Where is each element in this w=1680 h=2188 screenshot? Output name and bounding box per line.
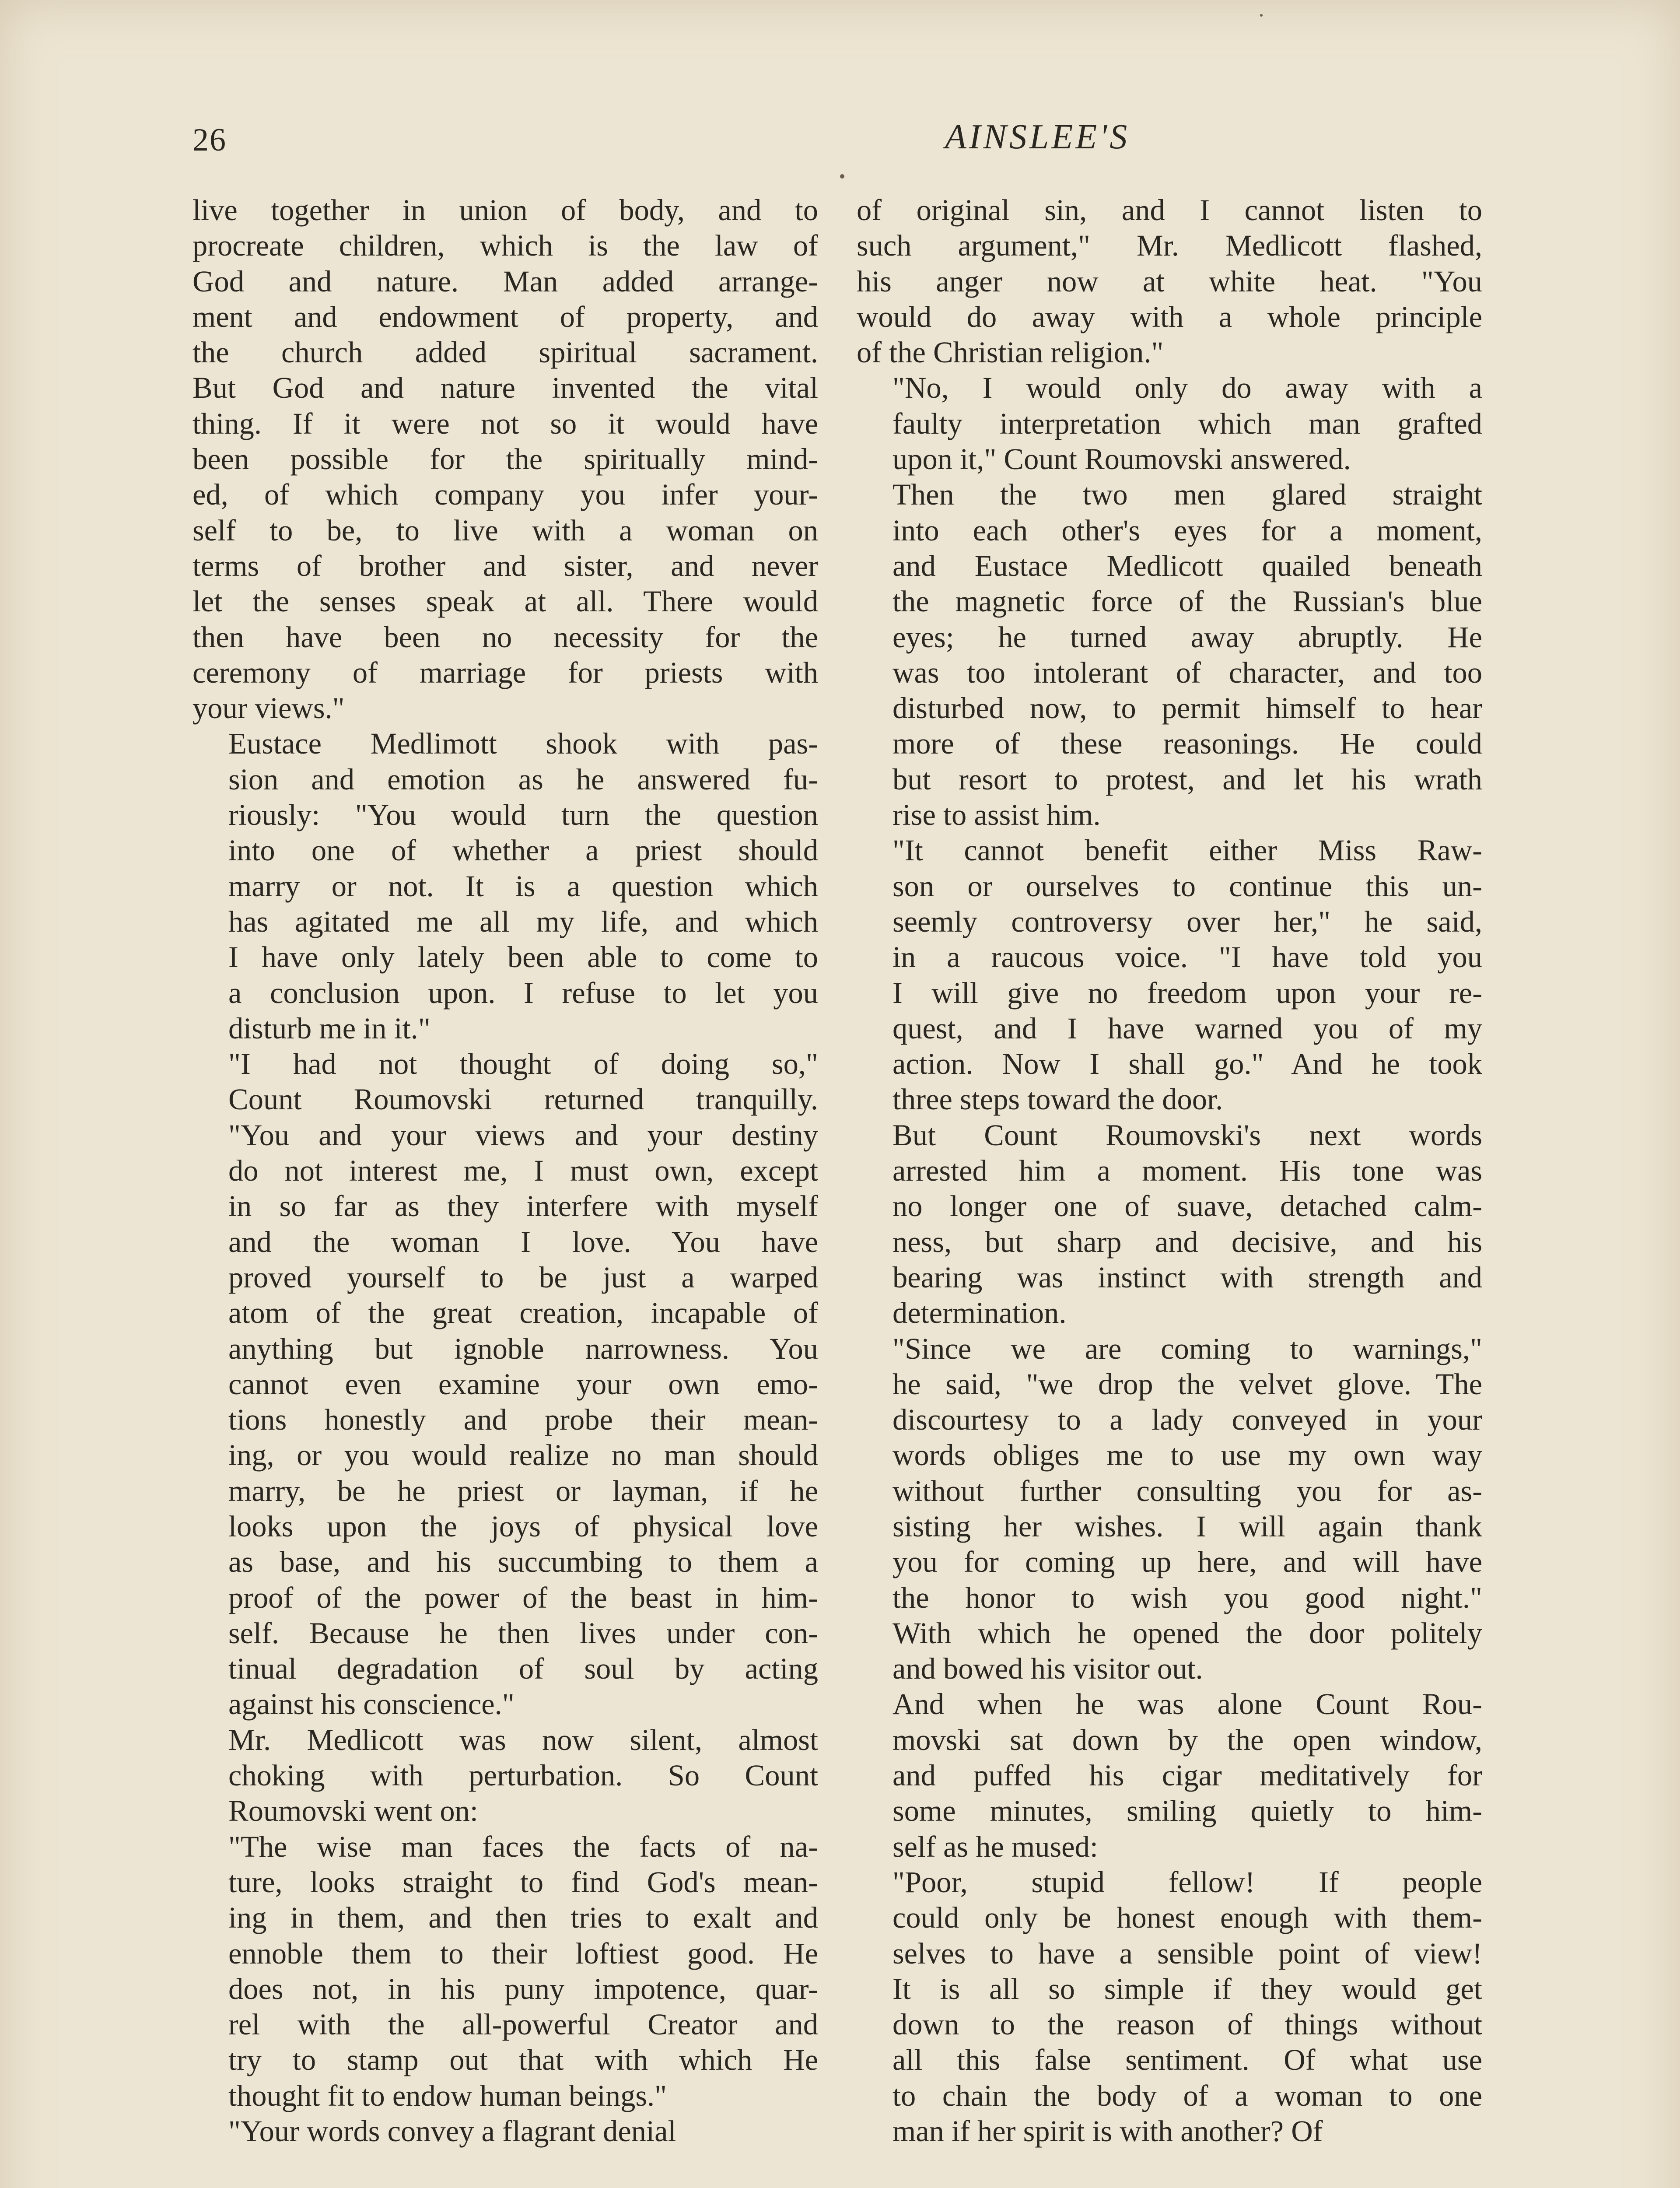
text-line: do not interest me, I must own, except: [228, 1154, 818, 1188]
text-line: ennoble them to their loftiest good. He: [228, 1936, 818, 1970]
text-line: all this false sentiment. Of what use: [892, 2043, 1482, 2077]
text-line: I have only lately been able to come to: [228, 940, 818, 974]
text-line: down to the reason of things without: [892, 2008, 1482, 2041]
text-line: discourtesy to a lady conveyed in your: [892, 1403, 1482, 1437]
paragraph: [192, 1722, 818, 1829]
text-line: some minutes, smiling quietly to him-: [892, 1794, 1482, 1828]
text-line: of the Christian religion.": [857, 336, 1164, 369]
text-line: choking with perturbation. So Count: [228, 1759, 818, 1792]
text-line: Count Roumovski returned tranquilly.: [228, 1083, 818, 1116]
text-line: "No, I would only do away with a: [892, 371, 1482, 405]
text-line: in a raucous voice. "I have told you: [892, 940, 1482, 974]
text-line: live together in union of body, and to: [192, 193, 818, 227]
text-line: But Count Roumovski's next words: [892, 1118, 1482, 1152]
text-line: without further consulting you for as-: [892, 1474, 1482, 1508]
text-line: you for coming up here, and will have: [892, 1545, 1482, 1579]
text-line: disturb me in it.": [228, 1011, 430, 1045]
text-line: "You and your views and your destiny: [228, 1118, 818, 1152]
text-line: "Since we are coming to warnings,": [892, 1332, 1482, 1365]
text-line: "The wise man faces the facts of na-: [228, 1830, 818, 1863]
text-line: rel with the all-powerful Creator and: [228, 2008, 818, 2041]
paragraph: [192, 1046, 818, 1722]
text-line: atom of the great creation, incapable of: [228, 1296, 818, 1330]
text-line: action. Now I shall go." And he took: [892, 1047, 1482, 1081]
text-line: then have been no necessity for the: [192, 620, 818, 654]
text-line: of original sin, and I cannot listen to: [857, 193, 1482, 227]
print-speck: [1260, 14, 1263, 17]
text-line: ing in them, and then tries to exalt and: [228, 1901, 818, 1935]
text-line: and Eustace Medlicott quailed beneath: [892, 549, 1482, 582]
text-line: "I had not thought of doing so,": [228, 1047, 818, 1081]
paragraph: [857, 833, 1482, 1117]
text-line: been possible for the spiritually mind-: [192, 442, 818, 476]
right-column: [857, 193, 1482, 2162]
text-line: try to stamp out that with which He: [228, 2043, 818, 2077]
text-line: words obliges me to use my own way: [892, 1438, 1482, 1472]
text-line: into one of whether a priest should: [228, 834, 818, 867]
paragraph: [192, 726, 818, 1046]
text-line: rise to assist him.: [892, 798, 1101, 832]
text-line: Eustace Medlimott shook with pas-: [228, 727, 818, 761]
text-line: ture, looks straight to find God's mean-: [228, 1865, 818, 1899]
text-line: was too intolerant of character, and too: [892, 656, 1482, 689]
text-line: disturbed now, to permit himself to hear: [892, 691, 1482, 725]
text-line: in so far as they interfere with myself: [228, 1189, 818, 1223]
text-line: son or ourselves to continue this un-: [892, 869, 1482, 903]
running-head: AINSLEE'S: [945, 118, 1130, 156]
text-line: It is all so simple if they would get: [892, 1972, 1482, 2006]
text-line: I will give no freedom upon your re-: [892, 976, 1482, 1010]
text-line: a conclusion upon. I refuse to let you: [228, 976, 818, 1010]
paragraph: [857, 1865, 1482, 2149]
text-line: procreate children, which is the law of: [192, 229, 818, 263]
text-line: proved yourself to be just a warped: [228, 1260, 818, 1294]
text-line: and puffed his cigar meditatively for: [892, 1759, 1482, 1792]
paragraph: [857, 1331, 1482, 1687]
text-line: movski sat down by the open window,: [892, 1723, 1482, 1757]
text-line: your views.": [192, 691, 345, 725]
text-line: "Your words convey a flagrant denial: [228, 2114, 676, 2148]
text-line: self to be, to live with a woman on: [192, 513, 818, 547]
text-line: does not, in his puny impotence, quar-: [228, 1972, 818, 2006]
text-line: thing. If it were not so it would have: [192, 407, 818, 440]
text-line: "Poor, stupid fellow! If people: [892, 1865, 1482, 1899]
paragraph: [192, 1829, 818, 2114]
text-line: ceremony of marriage for priests with: [192, 656, 818, 689]
text-line: but resort to protest, and let his wrath: [892, 762, 1482, 796]
text-line: Then the two men glared straight: [892, 478, 1482, 512]
text-line: self. Because he then lives under con-: [228, 1616, 818, 1650]
text-line: cannot even examine your own emo-: [228, 1367, 818, 1401]
text-line: and the woman I love. You have: [228, 1225, 818, 1259]
text-line: proof of the power of the beast in him-: [228, 1581, 818, 1614]
text-line: three steps toward the door.: [892, 1083, 1223, 1116]
text-line: selves to have a sensible point of view!: [892, 1936, 1482, 1970]
text-line: God and nature. Man added arrange-: [192, 264, 818, 298]
text-line: the honor to wish you good night.": [892, 1581, 1482, 1614]
text-line: But God and nature invented the vital: [192, 371, 818, 405]
text-line: marry or not. It is a question which: [228, 869, 818, 903]
text-line: riously: "You would turn the question: [228, 798, 818, 832]
text-line: tions honestly and probe their mean-: [228, 1403, 818, 1437]
text-line: terms of brother and sister, and never: [192, 549, 818, 582]
paragraph: [192, 193, 818, 726]
print-speck: [840, 174, 844, 179]
text-line: his anger now at white heat. "You: [857, 264, 1482, 298]
text-line: he said, "we drop the velvet glove. The: [892, 1367, 1482, 1401]
text-line: anything but ignoble narrowness. You: [228, 1332, 818, 1365]
text-line: against his conscience.": [228, 1687, 514, 1721]
text-line: could only be honest enough with them-: [892, 1901, 1482, 1935]
text-line: With which he opened the door politely: [892, 1616, 1482, 1650]
text-line: eyes; he turned away abruptly. He: [892, 620, 1482, 654]
paragraph: [857, 370, 1482, 477]
text-line: ment and endowment of property, and: [192, 300, 818, 333]
text-line: to chain the body of a woman to one: [892, 2079, 1482, 2112]
text-line: tinual degradation of soul by acting: [228, 1652, 818, 1686]
text-line: would do away with a whole principle: [857, 300, 1482, 333]
text-line: Mr. Medlicott was now silent, almost: [228, 1723, 818, 1757]
text-line: quest, and I have warned you of my: [892, 1011, 1482, 1045]
text-line: ed, of which company you infer your-: [192, 478, 818, 512]
paragraph: [857, 477, 1482, 833]
text-line: and bowed his visitor out.: [892, 1652, 1203, 1686]
text-line: man if her spirit is with another? Of: [892, 2114, 1323, 2148]
text-line: more of these reasonings. He could: [892, 727, 1482, 761]
text-line: thought fit to endow human beings.": [228, 2079, 667, 2112]
paragraph: [857, 1118, 1482, 1331]
page-number: 26: [192, 122, 227, 158]
text-line: arrested him a moment. His tone was: [892, 1154, 1482, 1188]
text-line: And when he was alone Count Rou-: [892, 1687, 1482, 1721]
text-line: the magnetic force of the Russian's blue: [892, 585, 1482, 618]
text-line: sion and emotion as he answered fu-: [228, 762, 818, 796]
text-line: as base, and his succumbing to them a: [228, 1545, 818, 1579]
page-header: [192, 117, 1488, 170]
text-line: into each other's eyes for a moment,: [892, 513, 1482, 547]
text-line: no longer one of suave, detached calm-: [892, 1189, 1482, 1223]
text-line: ness, but sharp and decisive, and his: [892, 1225, 1482, 1259]
text-line: the church added spiritual sacrament.: [192, 336, 818, 369]
text-line: sisting her wishes. I will again thank: [892, 1509, 1482, 1543]
text-line: let the senses speak at all. There would: [192, 585, 818, 618]
text-line: has agitated me all my life, and which: [228, 905, 818, 938]
text-line: such argument," Mr. Medlicott flashed,: [857, 229, 1482, 263]
text-line: upon it," Count Roumovski answered.: [892, 442, 1351, 476]
text-line: ing, or you would realize no man should: [228, 1438, 818, 1472]
paragraph: [192, 2114, 818, 2149]
text-line: determination.: [892, 1296, 1067, 1330]
text-line: bearing was instinct with strength and: [892, 1260, 1482, 1294]
text-line: "It cannot benefit either Miss Raw-: [892, 834, 1482, 867]
text-line: looks upon the joys of physical love: [228, 1509, 818, 1543]
text-line: faulty interpretation which man grafted: [892, 407, 1482, 440]
text-line: seemly controversy over her," he said,: [892, 905, 1482, 938]
text-line: marry, be he priest or layman, if he: [228, 1474, 818, 1508]
text-line: self as he mused:: [892, 1830, 1098, 1863]
paragraph: [857, 193, 1482, 370]
paragraph: [857, 1687, 1482, 1864]
left-column: [192, 193, 818, 2162]
text-line: Roumovski went on:: [228, 1794, 478, 1828]
